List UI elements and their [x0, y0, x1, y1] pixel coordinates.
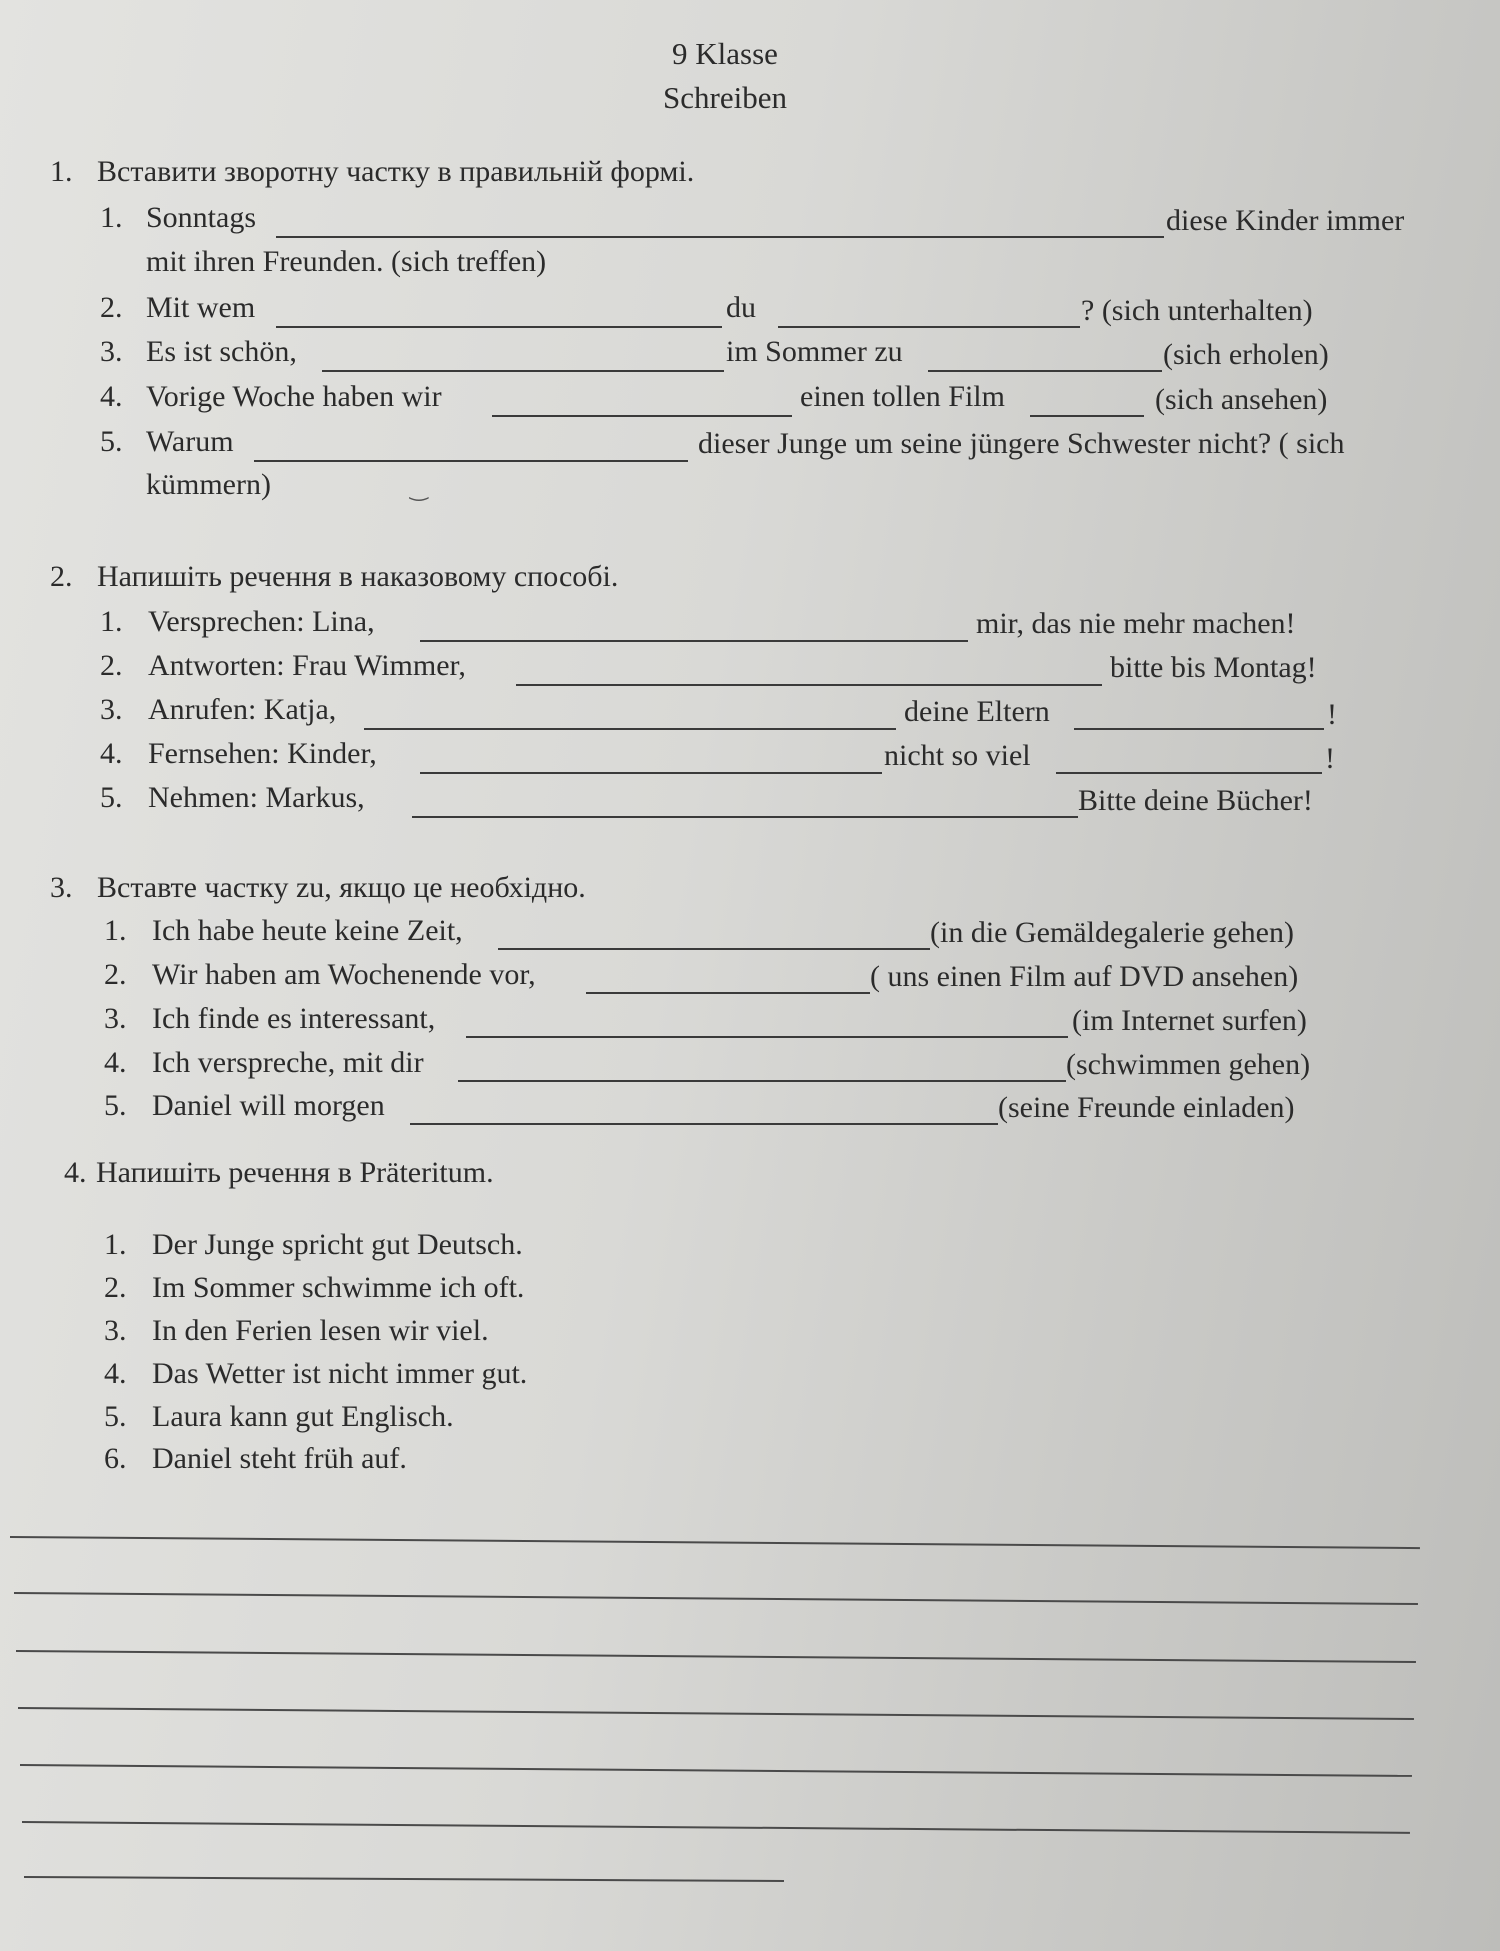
item-number: 3. — [100, 335, 123, 368]
item-number: 5. — [104, 1089, 127, 1122]
section-1-title: Вставити зворотну частку в правильній формі. — [97, 155, 695, 188]
item-text: (in die Gemäldegalerie gehen) — [930, 916, 1294, 949]
item-number: 4. — [100, 737, 123, 770]
item-number: 1. — [104, 914, 127, 947]
answer-blank[interactable] — [322, 370, 724, 372]
answer-blank[interactable] — [420, 772, 882, 774]
answer-blank[interactable] — [412, 816, 1078, 818]
item-text: ! — [1325, 742, 1335, 775]
item-text: (im Internet surfen) — [1072, 1004, 1307, 1037]
answer-blank[interactable] — [498, 948, 930, 950]
item-text: deine Eltern — [904, 695, 1050, 728]
sentence-3: In den Ferien lesen wir viel. — [152, 1314, 489, 1347]
section-4-number: 4. — [64, 1156, 87, 1189]
item-number: 5. — [100, 781, 123, 814]
answer-blank[interactable] — [466, 1036, 1068, 1038]
answer-blank[interactable] — [1056, 772, 1322, 774]
item-text: Bitte deine Bücher! — [1078, 784, 1313, 817]
item-text: Nehmen: Markus, — [148, 781, 365, 814]
item-text: Ich verspreche, mit dir — [152, 1046, 424, 1079]
sentence-6: Daniel steht früh auf. — [152, 1442, 407, 1475]
section-4-title: Напишіть речення в Präteritum. — [96, 1156, 494, 1189]
item-text: mir, das nie mehr machen! — [976, 607, 1296, 640]
sentence-2: Im Sommer schwimme ich oft. — [152, 1271, 525, 1304]
writing-line[interactable] — [24, 1876, 784, 1882]
pencil-tick-mark: ‿ — [410, 476, 428, 501]
answer-blank[interactable] — [492, 415, 792, 417]
item-number: 2. — [104, 958, 127, 991]
item-text: Sonntags — [146, 201, 257, 234]
item-number: 1. — [100, 201, 123, 234]
writing-line[interactable] — [18, 1707, 1414, 1720]
answer-blank[interactable] — [276, 326, 722, 328]
item-text: (schwimmen gehen) — [1066, 1048, 1311, 1081]
item-number: 4. — [100, 380, 123, 413]
item-text: kümmern) — [146, 468, 271, 501]
item-text: bitte bis Montag! — [1110, 651, 1317, 684]
sentence-1: Der Junge spricht gut Deutsch. — [152, 1228, 523, 1261]
writing-line[interactable] — [10, 1536, 1420, 1549]
item-text: Fernsehen: Kinder, — [148, 737, 377, 770]
item-text: (sich erholen) — [1163, 338, 1329, 371]
item-number: 3. — [100, 693, 123, 726]
answer-blank[interactable] — [420, 640, 968, 642]
item-text: ? (sich unterhalten) — [1081, 294, 1313, 327]
item-number: 1. — [104, 1228, 127, 1261]
item-text: Ich habe heute keine Zeit, — [152, 914, 463, 947]
section-1-number: 1. — [50, 155, 73, 188]
answer-blank[interactable] — [778, 326, 1080, 328]
item-text: (seine Freunde einladen) — [998, 1091, 1295, 1124]
sentence-5: Laura kann gut Englisch. — [152, 1400, 454, 1433]
worksheet-grade: 9 Klasse — [672, 36, 778, 71]
item-number: 3. — [104, 1314, 127, 1347]
sentence-4: Das Wetter ist nicht immer gut. — [152, 1357, 528, 1390]
item-text: Antworten: Frau Wimmer, — [148, 649, 466, 682]
answer-blank[interactable] — [276, 236, 1164, 238]
answer-blank[interactable] — [1030, 415, 1144, 417]
item-text: Warum — [146, 425, 234, 458]
writing-line[interactable] — [16, 1650, 1416, 1663]
writing-line[interactable] — [22, 1821, 1410, 1834]
item-number: 2. — [100, 649, 123, 682]
item-number: 2. — [100, 291, 123, 324]
item-number: 5. — [104, 1400, 127, 1433]
worksheet-subject: Schreiben — [663, 80, 787, 115]
item-number: 1. — [100, 605, 123, 638]
answer-blank[interactable] — [1074, 728, 1324, 730]
item-text: nicht so viel — [884, 739, 1031, 772]
answer-blank[interactable] — [516, 684, 1102, 686]
item-number: 4. — [104, 1357, 127, 1390]
section-2-number: 2. — [50, 560, 73, 593]
item-number: 2. — [104, 1271, 127, 1304]
item-number: 6. — [104, 1442, 127, 1475]
answer-blank[interactable] — [254, 460, 688, 462]
item-text: mit ihren Freunden. (sich treffen) — [146, 245, 547, 278]
answer-blank[interactable] — [586, 992, 870, 994]
item-text: Daniel will morgen — [152, 1089, 385, 1122]
item-text: Vorige Woche haben wir — [146, 380, 442, 413]
item-number: 3. — [104, 1002, 127, 1035]
section-3-number: 3. — [50, 871, 73, 904]
item-text: du — [726, 291, 756, 324]
answer-blank[interactable] — [410, 1123, 998, 1125]
item-text: (sich ansehen) — [1155, 383, 1328, 416]
answer-blank[interactable] — [928, 370, 1162, 372]
item-text: im Sommer zu — [726, 335, 903, 368]
item-text: Anrufen: Katja, — [148, 693, 337, 726]
answer-blank[interactable] — [458, 1080, 1066, 1082]
item-text: Ich finde es interessant, — [152, 1002, 436, 1035]
writing-line[interactable] — [20, 1764, 1412, 1777]
item-text: diese Kinder immer — [1166, 204, 1405, 237]
item-text: dieser Junge um seine jüngere Schwester nicht? ( sich — [698, 427, 1345, 460]
item-text: Es ist schön, — [146, 335, 297, 368]
writing-line[interactable] — [14, 1592, 1418, 1605]
item-text: einen tollen Film — [800, 380, 1005, 413]
section-3-title: Вставте частку zu, якщо це необхідно. — [97, 871, 586, 904]
item-number: 5. — [100, 425, 123, 458]
section-2-title: Напишіть речення в наказовому способі. — [97, 560, 619, 593]
answer-blank[interactable] — [364, 728, 896, 730]
item-text: ( uns einen Film auf DVD ansehen) — [870, 960, 1299, 993]
item-number: 4. — [104, 1046, 127, 1079]
item-text: Mit wem — [146, 291, 256, 324]
item-text: Wir haben am Wochenende vor, — [152, 958, 536, 991]
item-text: Versprechen: Lina, — [148, 605, 375, 638]
item-text: ! — [1327, 698, 1337, 731]
